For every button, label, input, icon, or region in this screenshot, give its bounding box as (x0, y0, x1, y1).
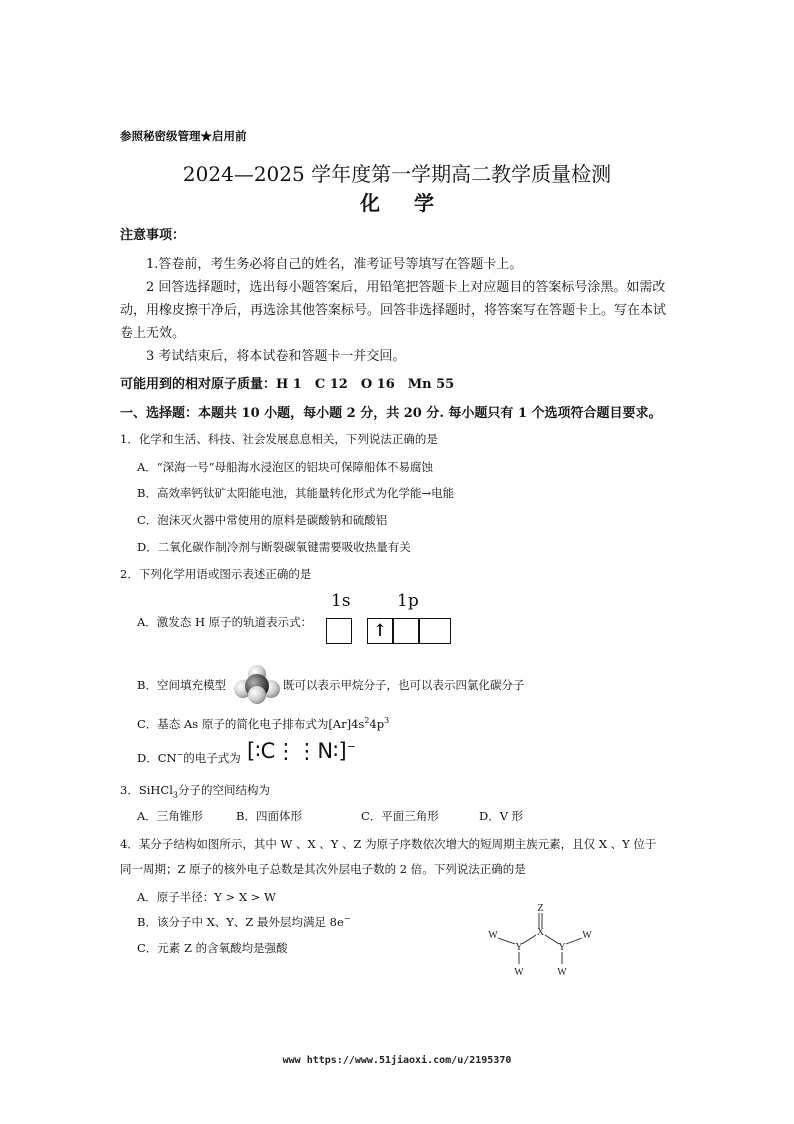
question-3-option-b: B．四面体形 (236, 809, 302, 823)
molecule-structure-diagram (484, 900, 594, 982)
orbital-box-1p-1 (367, 618, 393, 644)
question-4-option-c: C．元素 Z 的含氧酸均是强酸 (137, 941, 288, 955)
orbital-box-1s (326, 618, 352, 644)
source-url-footer: www https://www.51jiaoxi.com/u/2195370 (282, 1055, 512, 1066)
atom-w-right: W (582, 930, 592, 941)
question-3-option-d: D．V 形 (479, 809, 524, 823)
notice-item-1: 1.答卷前，考生务必将自己的姓名，准考证号等填写在答题卡上。 (146, 257, 523, 272)
question-1-stem: 1．化学和生活、科技、社会发展息息相关，下列说法正确的是 (120, 432, 438, 446)
question-3-stem: 3．SiHCl$_3$分子的空间结构为 (120, 783, 270, 800)
question-4-option-b: B．该分子中 X、Y、Z 最外层均满足 8e− (137, 914, 351, 929)
question-3-option-c: C．平面三角形 (361, 809, 439, 823)
atom-y-left: Y (515, 942, 523, 953)
orbital-label-1s: 1s (331, 591, 351, 611)
exam-title: 2024—2025 学年度第一学期高二教学质量检测 (182, 162, 612, 186)
question-4-option-a: A．原子半径：Y > X > W (137, 890, 276, 904)
question-2-stem: 2．下列化学用语或图示表述正确的是 (120, 567, 312, 581)
atomic-mass-line: 可能用到的相对原子质量：H 1 C 12 O 16 Mn 55 (120, 377, 455, 392)
atom-z: Z (537, 903, 544, 914)
electron-arrow-icon: ↑ (372, 621, 388, 641)
question-2-option-d: D．CN−的电子式为 (137, 750, 241, 765)
atom-w-left: W (488, 930, 498, 941)
atom-w-bottom-right: W (557, 967, 567, 978)
question-2-option-b-text: 既可以表示甲烷分子，也可以表示四氯化碳分子 (283, 678, 525, 692)
notice-item-3: 3 考试结束后，将本试卷和答题卡一并交回。 (146, 349, 406, 364)
atom-x: X (536, 927, 545, 938)
electron-formula: [∶C⋮⋮N∶]− (247, 739, 356, 763)
orbital-box-1p-3 (419, 618, 451, 644)
notice-heading: 注意事项： (120, 228, 186, 243)
question-4-stem-line-1: 4．某分子结构如图所示，其中 W 、X 、Y 、Z 为原子序数依次增大的短周期主族元素，且仅 X 、Y 位于 (120, 837, 657, 851)
question-1-option-a: A．“深海一号”母船海水浸泡区的铝块可保障船体不易腐蚀 (137, 460, 434, 474)
notice-item-2: 2 回答选择题时，选出每小题答案后，用铅笔把答题卡上对应题目的答案标号涂黑。如需改动，用橡皮擦干净后，再选涂其他答案标号。回答非选择题时，将答案写在答题卡上。写在本试卷上无效。 (120, 280, 667, 341)
question-4-stem-line-2: 同一周期；Z 原子的核外电子总数是其次外层电子数的 2 倍。下列说法正确的是 (120, 862, 526, 876)
orbital-box-1p-2 (393, 618, 419, 644)
question-3-option-a: A．三角锥形 (137, 809, 203, 823)
orbital-label-1p: 1p (397, 591, 419, 611)
question-2-option-a: A．激发态 H 原子的轨道表示式： (137, 615, 313, 629)
question-1-option-c: C．泡沫灭火器中常使用的原料是碳酸钠和硫酸铝 (137, 513, 388, 527)
confidentiality-note: 参照秘密级管理★启用前 (120, 129, 247, 143)
atom-y-right: Y (558, 942, 566, 953)
atom-w-bottom-left: W (514, 967, 524, 978)
section-heading: 一、选择题：本题共 10 小题，每小题 2 分，共 20 分. 每小题只有 1 个选项符合题目要求。 (120, 406, 662, 421)
question-1-option-b: B．高效率钙钛矿太阳能电池，其能量转化形式为化学能→电能 (137, 486, 455, 500)
question-2-option-c: C．基态 As 原子的简化电子排布式为$[Ar]4s^24p^3$ (137, 716, 390, 731)
question-1-option-d: D．二氧化碳作制冷剂与断裂碳氧键需要吸收热量有关 (137, 540, 411, 554)
question-2-option-b-prefix: B．空间填充模型 (137, 678, 226, 692)
space-filling-model-icon (232, 662, 282, 706)
subject-title: 化学 (360, 191, 468, 215)
